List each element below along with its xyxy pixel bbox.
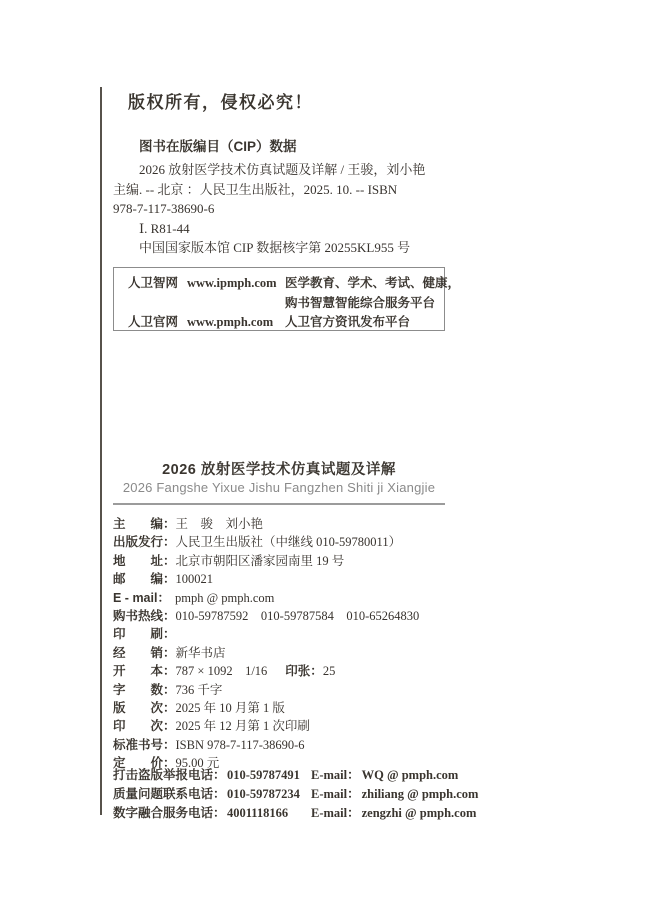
platform-url: www.pmph.com [187, 315, 274, 329]
publication-value: 王 骏 刘小艳 [175, 517, 264, 531]
email-value: zengzhi @ pmph.com [361, 805, 477, 820]
publication-row [113, 662, 419, 680]
publication-value: 北京市朝阳区潘家园南里 19 号 [175, 553, 345, 568]
publication-row [113, 607, 419, 625]
contact-phone: 4001118166 [227, 805, 289, 820]
sheets-value: 25 [322, 664, 336, 679]
publication-value: 787 × 1092 1/16 [175, 664, 268, 679]
cip-line-4: Ⅰ. R81-44 [113, 220, 190, 236]
publication-row [113, 681, 419, 699]
publication-row [113, 552, 419, 570]
publication-label: 经 销： [113, 645, 176, 660]
platform-description: 购书智慧智能综合服务平台 [285, 295, 436, 310]
book-title-pinyin: 2026 Fangshe Yixue Jishu Fangzhen Shiti ji Xiangjie [122, 480, 436, 495]
publication-label: 版 次： [113, 701, 176, 716]
contact-label: 打击盗版举报电话： [113, 768, 226, 782]
left-vertical-rule [100, 87, 102, 815]
publication-label: 印 刷： [113, 627, 176, 642]
publication-value: 2025 年 12 月第 1 次印刷 [175, 719, 310, 734]
publication-value: 95.00 元 [175, 756, 220, 771]
cip-data-block [113, 160, 458, 258]
cip-line-2: 主编. -- 北京 ：人民卫生出版社，2025. 10. -- ISBN [113, 181, 398, 197]
publication-value: pmph @ pmph.com [175, 590, 275, 605]
publication-row [113, 533, 419, 551]
publication-row [113, 515, 419, 533]
platform-info-box [113, 267, 461, 331]
publication-info [113, 515, 419, 773]
publication-value: ISBN 978-7-117-38690-6 [175, 737, 305, 752]
publication-row [113, 570, 419, 588]
email-value: WQ @ pmph.com [361, 768, 459, 782]
platform-name: 人卫官网 [128, 315, 179, 329]
book-title: 2026 放射医学技术仿真试题及详解 [162, 462, 396, 478]
cip-line-5: 中国国家版本馆 CIP 数据核字第 20255KL955 号 [113, 240, 411, 255]
publication-value: 人民卫生出版社（中继线 010-59780011） [175, 535, 402, 550]
publication-label: 购书热线： [113, 609, 176, 624]
platform-description: 人卫官方资讯发布平台 [285, 315, 411, 329]
cip-line-1: 2026 放射医学技术仿真试题及详解 / 王骏，刘小艳 [113, 162, 426, 177]
cip-section-header: 图书在版编目（CIP）数据 [139, 139, 297, 154]
contact-row [113, 804, 478, 823]
publication-label: 印 次： [113, 719, 176, 734]
cip-line-3: 978-7-117-38690-6 [113, 201, 215, 216]
publication-label: 字 数： [113, 682, 176, 697]
email-value: zhiliang @ pmph.com [361, 786, 479, 801]
publication-value: 2025 年 10 月第 1 版 [175, 701, 285, 716]
email-label: E-mail： [311, 805, 360, 820]
platform-name: 人卫智网 [128, 276, 179, 290]
title-divider [113, 503, 445, 505]
contact-phone: 010-59787234 [227, 786, 300, 801]
publication-row [113, 717, 419, 735]
publication-value: 100021 [175, 572, 214, 587]
publication-value: 010-59787592 010-59787584 010-65264830 [175, 609, 420, 624]
publication-row [113, 736, 419, 754]
contact-row [113, 785, 478, 804]
publication-value: 736 千字 [175, 682, 223, 697]
publication-row [113, 644, 419, 662]
platform-url [187, 294, 285, 314]
sheets-label: 印张： [285, 664, 323, 679]
platform-name [128, 294, 187, 314]
platform-url: www.ipmph.com [187, 276, 277, 290]
publication-label: 地 址： [113, 553, 176, 568]
publication-label: 出版发行： [113, 535, 176, 550]
publication-label: E - mail： [113, 590, 170, 605]
publication-label: 邮 编： [113, 572, 176, 587]
email-label: E-mail： [311, 768, 360, 782]
publication-label: 定 价： [113, 756, 176, 771]
contact-label: 数字融合服务电话： [113, 805, 226, 820]
publication-label: 开 本： [113, 664, 176, 679]
publication-label: 标准书号： [113, 737, 176, 752]
contact-row [113, 766, 478, 785]
copyright-notice: 版权所有，侵权必究！ [128, 93, 313, 112]
platform-description: 医学教育、学术、考试、健康， [285, 276, 461, 290]
email-label: E-mail： [311, 786, 360, 801]
contact-info [113, 766, 478, 822]
contact-phone: 010-59787491 [227, 768, 300, 782]
publication-value: 新华书店 [175, 645, 226, 660]
publication-row [113, 625, 419, 643]
publication-label: 主 编： [113, 517, 176, 531]
contact-label: 质量问题联系电话： [113, 786, 226, 801]
publication-row [113, 589, 419, 607]
publication-row [113, 699, 419, 717]
